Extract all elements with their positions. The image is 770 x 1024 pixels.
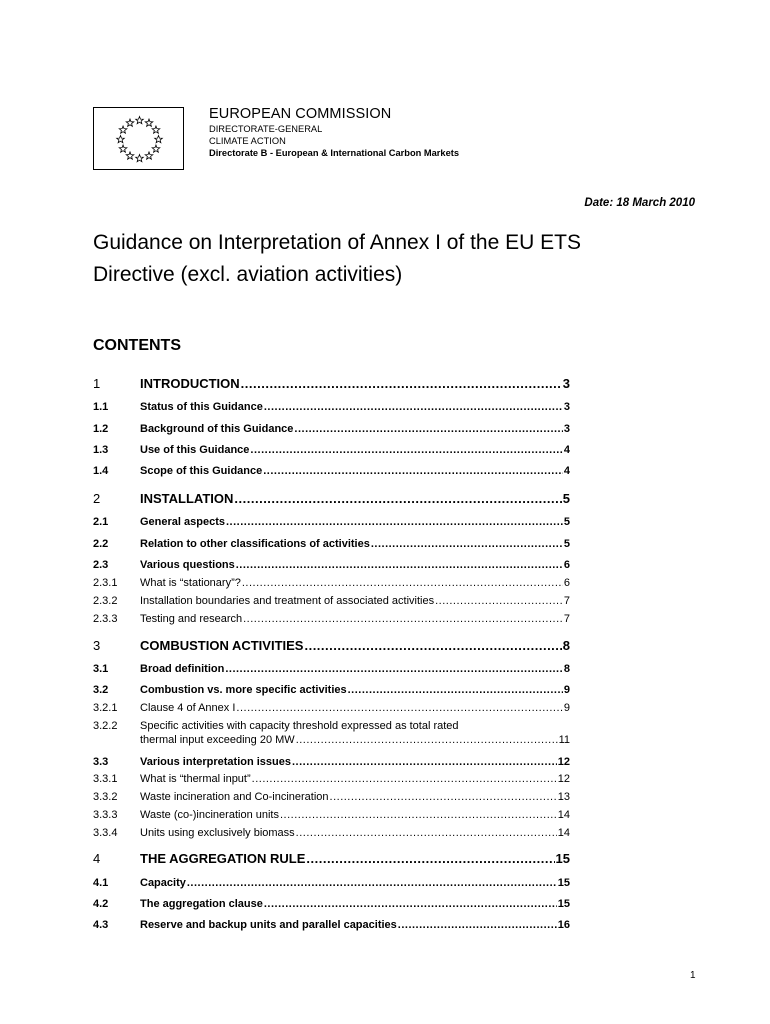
toc-entry[interactable] [93,377,570,391]
toc-page-number: 12 [557,756,570,768]
toc-entry[interactable] [93,852,570,866]
star-icon [145,152,153,159]
document-title: Guidance on Interpretation of Annex I of the EU ETS Directive (excl. aviation activities) [93,231,581,286]
toc-entry[interactable] [93,683,570,697]
star-icon [119,145,127,152]
toc-page-number: 9 [563,684,570,696]
toc-dot-leader [236,701,562,715]
toc-entry[interactable] [93,639,570,653]
toc-entry-label: Combustion vs. more specific activities [140,684,347,696]
toc-entry-label: Scope of this Guidance [140,465,263,477]
toc-entry-label: Broad definition [140,663,225,675]
toc-entry-number: 1.3 [93,444,109,456]
toc-dot-leader [280,808,557,822]
toc-entry[interactable] [93,594,570,608]
toc-entry-number: 2 [93,491,101,506]
toc-dot-leader [225,662,563,676]
toc-entry-number: 2.3.2 [93,595,118,607]
star-icon [136,155,144,162]
toc-entry-number: 2.3.1 [93,577,118,589]
toc-entry[interactable] [93,701,570,715]
toc-page-number: 3 [562,376,570,391]
toc-page-number: 14 [557,827,570,839]
directorate-general: DIRECTORATE-GENERAL [209,124,323,134]
toc-page-number: 6 [563,577,570,589]
toc-dot-leader [296,826,557,840]
toc-entry-number: 1.4 [93,465,109,477]
toc-entry-number: 4 [93,851,101,866]
toc-entry[interactable] [93,443,570,457]
toc-entry-number: 3.3 [93,756,109,768]
toc-entry[interactable] [93,576,570,590]
toc-page-number: 9 [563,702,570,714]
toc-page-number: 7 [563,613,570,625]
toc-entry-label: The aggregation clause [140,898,263,910]
toc-dot-leader [330,790,557,804]
toc-page-number: 14 [557,809,570,821]
toc-entry-label: What is “thermal input” [140,773,251,785]
toc-page-number: 7 [563,595,570,607]
toc-entry-number: 3.3.2 [93,791,118,803]
toc-entry-number: 3.2 [93,684,109,696]
toc-entry-number: 1 [93,376,101,391]
star-icon [152,145,160,152]
toc-entry-label: thermal input exceeding 20 MW [140,734,295,746]
toc-entry-number: 3.3.1 [93,773,118,785]
toc-page-number: 8 [562,638,570,653]
toc-entry-label: INTRODUCTION [140,376,240,391]
toc-page-number: 15 [555,851,570,866]
toc-dot-leader [264,897,557,911]
toc-entry-label: Capacity [140,877,186,889]
toc-page-number: 5 [563,516,570,528]
toc-dot-leader [226,515,563,529]
toc-entry[interactable] [93,464,570,478]
toc-entry-label: Various questions [140,559,235,571]
star-icon [155,136,163,143]
toc-page-number: 5 [563,538,570,550]
toc-entry-number: 2.1 [93,516,109,528]
organisation-header [209,106,459,159]
star-icon [145,119,153,126]
toc-entry[interactable] [93,790,570,804]
toc-entry-label: Testing and research [140,613,243,625]
toc-entry-number: 4.1 [93,877,109,889]
toc-entry[interactable] [93,918,570,932]
toc-entry-label: Various interpretation issues [140,756,291,768]
toc-entry-number: 2.2 [93,538,109,550]
document-date: Date: 18 March 2010 [584,197,695,209]
toc-entry-number: 2.3 [93,559,109,571]
toc-entry-label: Units using exclusively biomass [140,827,295,839]
star-icon [126,119,134,126]
eu-flag-logo [93,107,184,170]
toc-entry-number: 3.2.2 [93,720,118,732]
toc-entry-label: What is “stationary”? [140,577,241,589]
toc-page-number: 4 [563,444,570,456]
toc-dot-leader [187,876,557,890]
toc-dot-leader [304,639,561,653]
toc-dot-leader [435,594,563,608]
toc-dot-leader [242,576,563,590]
toc-dot-leader [264,400,563,414]
toc-entry-label: Status of this Guidance [140,401,263,413]
toc-entry-number: 2.3.3 [93,613,118,625]
star-icon [152,126,160,133]
toc-entry[interactable] [93,515,570,529]
toc-entry-label: Specific activities with capacity threshold expressed as total rated [140,720,459,732]
toc-entry-number: 3 [93,638,101,653]
toc-entry[interactable] [93,897,570,911]
toc-entry-number: 4.3 [93,919,109,931]
toc-dot-leader [371,537,563,551]
toc-entry[interactable] [93,826,570,840]
star-icon [136,117,144,124]
toc-entry[interactable] [93,492,570,506]
toc-page-number: 5 [562,491,570,506]
contents-heading: CONTENTS [93,337,181,354]
toc-dot-leader [241,377,562,391]
toc-entry-label: Background of this Guidance [140,423,294,435]
toc-page-number: 15 [557,877,570,889]
toc-page-number: 8 [563,663,570,675]
toc-entry[interactable] [93,400,570,414]
toc-entry[interactable] [93,422,570,436]
toc-dot-leader [243,612,563,626]
toc-entry[interactable] [93,537,570,551]
toc-entry[interactable] [93,558,570,572]
toc-page-number: 6 [563,559,570,571]
toc-page-number: 16 [557,919,570,931]
toc-page-number: 11 [558,734,570,746]
toc-entry[interactable] [93,876,570,890]
toc-entry[interactable] [93,772,570,786]
toc-entry-label: Waste (co-)incineration units [140,809,279,821]
toc-dot-leader [398,918,557,932]
toc-entry-label: Use of this Guidance [140,444,250,456]
toc-dot-leader [296,733,558,747]
organisation-name: EUROPEAN COMMISSION [209,106,392,122]
toc-entry[interactable] [93,755,570,769]
toc-entry-label: Clause 4 of Annex I [140,702,236,714]
toc-page-number: 13 [557,791,570,803]
toc-dot-leader [263,464,563,478]
toc-entry-label: THE AGGREGATION RULE [140,851,306,866]
toc-page-number: 15 [557,898,570,910]
toc-entry-label: Waste incineration and Co-incineration [140,791,329,803]
star-icon [119,126,127,133]
toc-dot-leader [306,852,554,866]
toc-dot-leader [250,443,562,457]
toc-entry-number: 1.2 [93,423,109,435]
toc-entry-label: General aspects [140,516,225,528]
toc-entry-number: 3.1 [93,663,109,675]
toc-dot-leader [236,558,563,572]
toc-dot-leader [348,683,563,697]
toc-dot-leader [294,422,562,436]
toc-page-number: 4 [563,465,570,477]
toc-entry[interactable] [93,612,570,626]
toc-entry-label: Installation boundaries and treatment of associated activities [140,595,435,607]
toc-entry-number: 3.3.4 [93,827,118,839]
toc-entry-number: 1.1 [93,401,109,413]
toc-page-number: 3 [563,401,570,413]
toc-entry-label: INSTALLATION [140,491,234,506]
toc-page-number: 12 [557,773,570,785]
toc-entry-number: 4.2 [93,898,109,910]
toc-dot-leader [292,755,557,769]
eu-flag-stars-icon [94,108,185,171]
toc-entry-number: 3.2.1 [93,702,118,714]
toc-entry[interactable] [93,662,570,676]
toc-page-number: 3 [563,423,570,435]
toc-dot-leader [252,772,557,786]
department-name: CLIMATE ACTION [209,136,286,146]
star-icon [126,152,134,159]
toc-entry-label: Relation to other classifications of activities [140,538,370,550]
toc-entry[interactable] [93,808,570,822]
toc-dot-leader [234,492,561,506]
toc-entry-number: 3.3.3 [93,809,118,821]
toc-entry-label: Reserve and backup units and parallel capacities [140,919,397,931]
page-number: 1 [690,970,696,981]
toc-entry-label: COMBUSTION ACTIVITIES [140,638,304,653]
toc-entry[interactable] [93,719,570,747]
directorate-name: Directorate B - European & International Carbon Markets [209,148,460,158]
star-icon [117,136,125,143]
